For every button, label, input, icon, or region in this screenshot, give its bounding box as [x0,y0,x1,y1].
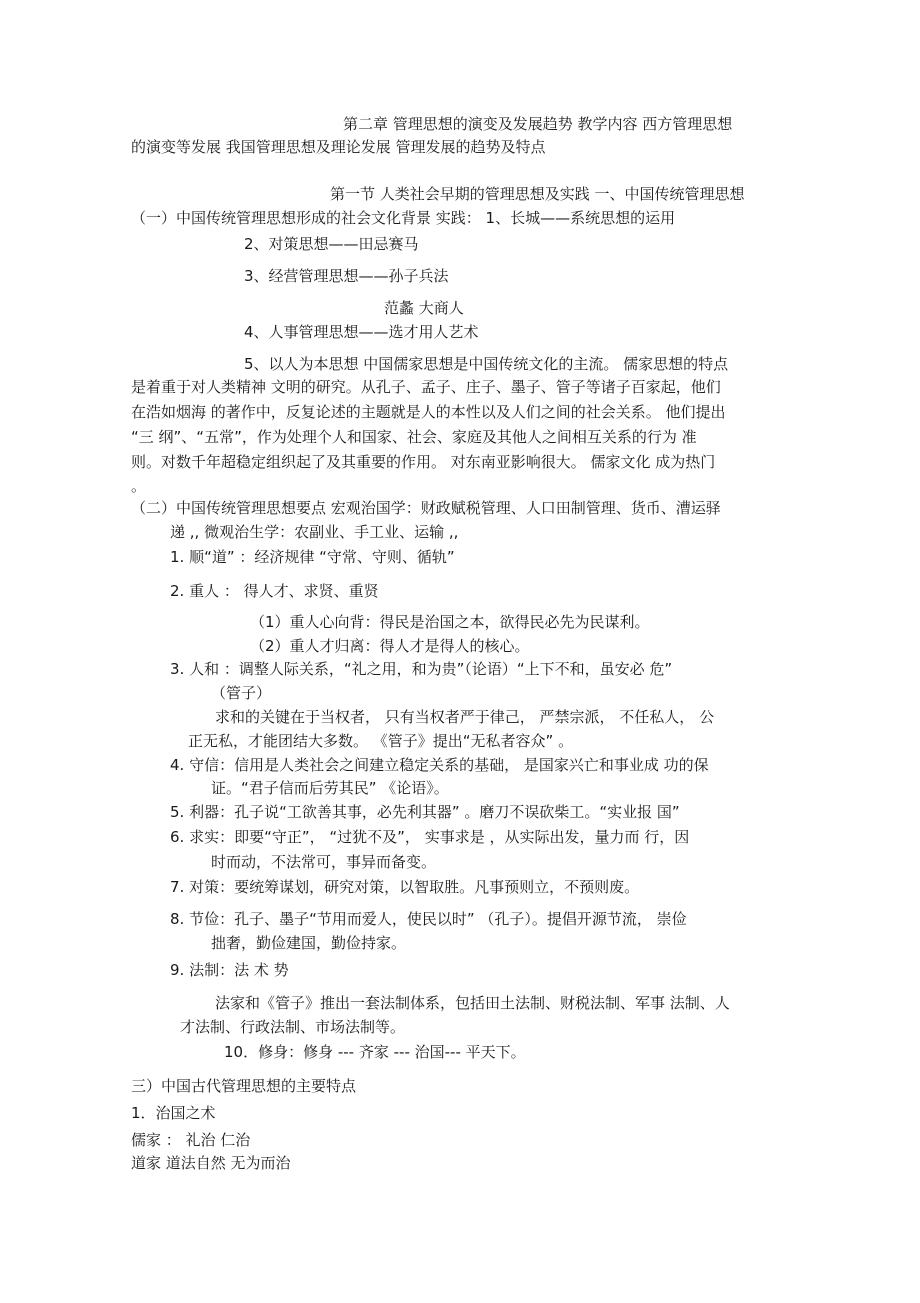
point-item: 3. 人和 ：调整人际关系，“礼之用，和为贵”（论语）“上下不和，虽安必 危” [170,660,673,678]
point-item: 9. 法制：法 术 势 [170,961,289,979]
chapter-title-cont: 的演变等发展 我国管理思想及理论发展 管理发展的趋势及特点 [131,138,546,156]
point-subitem: （2）重人才归离：得人才是得人的核心。 [250,637,530,655]
point-item: 6. 求实：即要“守正”， “过犹不及”， 实事求是 ，从实际出发，量力而 行，因 [170,828,690,846]
points-heading: （二）中国传统管理思想要点 宏观治国学：财政赋税管理、人口田制管理、货币、漕运驿 [131,499,721,517]
point-text: 法家和《管子》推出一套法制体系，包括田土法制、财税法制、军事 法制、人 [215,994,730,1012]
point-item: 7. 对策：要统筹谋划，研究对策，以智取胜。凡事预则立，不预则废。 [170,878,640,896]
point-text: 正无私，才能团结大多数。 《管子》提出“无私者容众” 。 [188,732,574,750]
point-item-cont: 证。“君子信而后劳其民” 《论语》。 [211,779,449,797]
points-heading-cont: 递 ,, 微观治生学：农副业、手工业、运输 ,, [170,523,459,541]
point-subitem: （1）重人心向背：得民是治国之本，欲得民必先为民谋利。 [250,613,650,631]
point-item-cont: 拙奢，勤俭建国，勤俭持家。 [211,934,407,952]
point-item: 4. 守信：信用是人类社会之间建立稳定关系的基础， 是国家兴亡和事业成 功的保 [170,756,709,774]
features-item: 儒家 ： 礼治 仁治 [131,1131,251,1149]
point-item: 8. 节俭：孔子、墨子“节用而爱人，使民以时” （孔子）。提倡开源节流， 崇俭 [170,910,687,928]
paragraph-line: 5、以人为本思想 中国儒家思想是中国传统文化的主流。 儒家思想的特点 [244,355,729,373]
point-text: 才法制、行政法制、市场法制等。 [180,1018,406,1036]
section-title: 第一节 人类社会早期的管理思想及实践 一、中国传统管理思想 [330,185,745,203]
section-line: 4、人事管理思想——选才用人艺术 [244,323,479,341]
features-item: 道家 道法自然 无为而治 [131,1154,291,1172]
point-item: 10．修身：修身 --- 齐家 --- 治国--- 平天下。 [224,1043,526,1061]
paragraph-line: 则。对数千年超稳定组织起了及其重要的作用。 对东南亚影响很大。 儒家文化 成为热门 [131,453,716,471]
chapter-title: 第二章 管理思想的演变及发展趋势 教学内容 西方管理思想 [343,115,733,133]
features-item: 1．治国之术 [131,1104,216,1122]
point-text: 求和的关键在于当权者， 只有当权者严于律己， 严禁宗派， 不任私人， 公 [215,708,715,726]
point-item: 5. 利器：孔子说“工欲善其事，必先利其器” 。磨刀不误砍柴工。“实业报 国” [170,803,680,821]
paragraph-line: 。 [131,477,147,495]
paragraph-line: “三 纲”、“五常”，作为处理个人和国家、社会、家庭及其他人之间相互关系的行为 准 [131,428,697,446]
paragraph-line: 在浩如烟海 的著作中，反复论述的主题就是人的本性以及人们之间的社会关系。 他们提出 [131,403,726,421]
point-item: 1. 顺“道” ：经济规律 “守常、守则、循轨” [170,548,455,566]
paragraph-line: 是着重于对人类精神 文明的研究。从孔子、孟子、庄子、墨子、管子等诸子百家起，他们 [131,378,721,396]
point-item-cont: （管子） [211,684,272,702]
section-line: 2、对策思想——田忌赛马 [244,235,419,253]
point-item-cont: 时而动，不法常可，事异而备变。 [211,853,437,871]
point-item: 2. 重人 ： 得人才、求贤、重贤 [170,582,379,600]
section-line: 范蠡 大商人 [384,299,464,317]
section-line: （一）中国传统管理思想形成的社会文化背景 实践： 1、长城——系统思想的运用 [131,209,676,227]
section-line: 3、经营管理思想——孙子兵法 [244,267,449,285]
features-heading: 三）中国古代管理思想的主要特点 [131,1077,357,1095]
